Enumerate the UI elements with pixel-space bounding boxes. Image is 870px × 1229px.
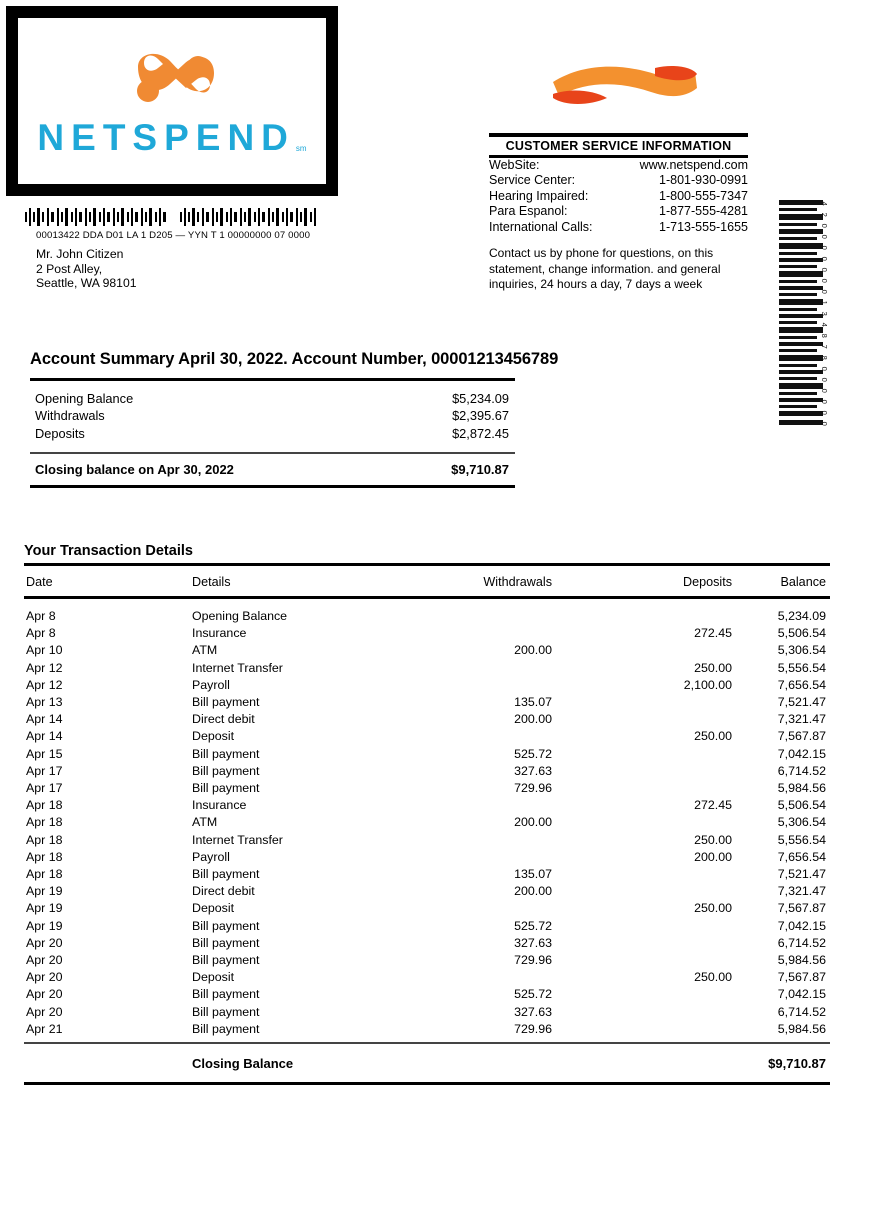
- barcode-digit: 2: [819, 212, 829, 217]
- cell-balance: 7,042.15: [777, 987, 826, 1002]
- cell-deposits: [552, 1004, 732, 1021]
- cell-date: Apr 18: [26, 849, 63, 864]
- cell-date: Apr 15: [26, 746, 63, 761]
- netspend-wordmark: [37, 116, 307, 158]
- cell-deposits: 272.45: [694, 798, 732, 813]
- cell-deposits: [552, 746, 732, 763]
- contact-label: Service Center:: [489, 173, 576, 188]
- closing-balance-label: Closing balance on Apr 30, 2022: [35, 461, 234, 477]
- cell-details: Insurance: [192, 798, 247, 813]
- address-line-1: 2 Post Alley,: [36, 261, 103, 276]
- table-row: [24, 728, 830, 745]
- table-row: [24, 866, 830, 883]
- table-row: [24, 677, 830, 694]
- cell-details: Deposit: [192, 970, 235, 985]
- table-row: [24, 935, 830, 952]
- barcode-digit: 8: [819, 355, 829, 361]
- cell-details: Direct debit: [192, 884, 255, 899]
- cell-details: Internet Transfer: [192, 660, 283, 675]
- mailing-code-line: 00013422 DDA D01 LA 1 D205 — YYN T 1 00000000 07 0000: [36, 230, 311, 241]
- table-row: [24, 986, 830, 1003]
- cell-withdrawals: 525.72: [514, 987, 552, 1002]
- cell-date: Apr 19: [26, 884, 63, 899]
- customer-service-title: CUSTOMER SERVICE INFORMATION: [505, 139, 732, 153]
- transaction-details-section: [24, 543, 830, 1085]
- cell-date: Apr 12: [26, 677, 63, 692]
- cell-balance: 5,234.09: [777, 609, 826, 623]
- cell-date: Apr 18: [26, 832, 63, 847]
- cell-details: Bill payment: [192, 746, 260, 761]
- cell-balance: 7,656.54: [777, 849, 826, 864]
- barcode-digit: 0: [819, 421, 829, 427]
- cell-deposits: 272.45: [694, 626, 732, 641]
- cell-date: Apr 17: [26, 763, 63, 778]
- cell-withdrawals: 729.96: [514, 1021, 552, 1036]
- closing-balance-row: [30, 454, 515, 485]
- footer-balance-value: $9,710.87: [768, 1055, 826, 1071]
- cell-details: Deposit: [192, 729, 235, 744]
- closing-balance-value: $9,710.87: [451, 461, 509, 477]
- cell-withdrawals: [392, 849, 552, 866]
- summary-value: $2,872.45: [452, 425, 509, 441]
- cell-withdrawals: [392, 677, 552, 694]
- cell-withdrawals: [392, 660, 552, 677]
- transaction-table-body: [24, 599, 830, 1042]
- contact-value: 1-713-555-1655: [659, 219, 748, 234]
- account-summary-title: Account Summary April 30, 2022. Account Number, 00001213456789: [30, 350, 559, 368]
- cell-date: Apr 18: [26, 798, 63, 813]
- cell-date: Apr 17: [26, 781, 63, 796]
- cell-details: Payroll: [192, 677, 230, 692]
- barcode-digit: 8: [819, 333, 829, 339]
- cell-withdrawals: 327.63: [514, 1004, 552, 1019]
- column-header-date: Date: [26, 575, 53, 589]
- cell-deposits: [552, 694, 732, 711]
- account-summary-section: [30, 350, 559, 488]
- cell-withdrawals: [392, 832, 552, 849]
- table-row: [24, 608, 830, 625]
- cell-deposits: [552, 1021, 732, 1038]
- cell-details: Bill payment: [192, 1004, 260, 1019]
- cell-date: Apr 20: [26, 1004, 63, 1019]
- contact-value: 1-877-555-4281: [659, 204, 748, 219]
- cell-balance: 7,321.47: [777, 884, 826, 899]
- summary-label: Opening Balance: [35, 391, 134, 406]
- table-row: [24, 918, 830, 935]
- barcode-digit: 0: [819, 223, 829, 228]
- cell-deposits: 250.00: [694, 970, 732, 985]
- cell-withdrawals: [392, 625, 552, 642]
- table-row: [24, 969, 830, 986]
- barcode-digit: 3: [819, 311, 829, 316]
- contact-label: International Calls:: [489, 219, 593, 234]
- cell-details: Bill payment: [192, 987, 260, 1002]
- table-row: [24, 763, 830, 780]
- table-row: [24, 814, 830, 831]
- table-row: [24, 883, 830, 900]
- customer-service-box: [489, 133, 748, 293]
- barcode-digit: 0: [819, 399, 829, 405]
- cell-date: Apr 18: [26, 815, 63, 830]
- barcode-digit: 0: [819, 377, 829, 383]
- cell-details: Bill payment: [192, 763, 260, 778]
- cell-withdrawals: [392, 608, 552, 625]
- cell-details: Deposit: [192, 901, 235, 916]
- column-header-details: Details: [192, 575, 231, 589]
- txn-divider-bottom: [24, 1082, 830, 1085]
- summary-label: Deposits: [35, 425, 85, 441]
- transaction-table-header: [24, 566, 830, 596]
- cell-details: Payroll: [192, 849, 230, 864]
- customer-service-rows: [489, 158, 748, 235]
- table-row: [24, 711, 830, 728]
- cell-date: Apr 21: [26, 1021, 63, 1036]
- cell-deposits: 250.00: [694, 729, 732, 744]
- cell-details: Direct debit: [192, 712, 255, 727]
- table-row: [24, 660, 830, 677]
- cell-deposits: 200.00: [694, 849, 732, 864]
- cell-date: Apr 14: [26, 729, 63, 744]
- cell-date: Apr 19: [26, 918, 63, 933]
- summary-row: [30, 390, 515, 407]
- contact-row: [489, 204, 748, 219]
- summary-divider-bottom: [30, 485, 515, 488]
- customer-service-note: Contact us by phone for questions, on this statement, change information. and general inquiries, 24 hours a day, 7 days a week: [489, 246, 721, 292]
- table-row: [24, 832, 830, 849]
- cell-withdrawals: [392, 728, 552, 745]
- cell-balance: 7,567.87: [777, 729, 826, 744]
- column-header-deposits: Deposits: [683, 575, 732, 589]
- cell-balance: 7,521.47: [777, 695, 826, 710]
- table-row: [24, 797, 830, 814]
- netspend-ribbon-icon: [545, 58, 705, 116]
- contact-row: [489, 173, 748, 188]
- brand-logo-block: [6, 6, 338, 196]
- cell-date: Apr 14: [26, 712, 63, 727]
- summary-value: $5,234.09: [452, 391, 509, 406]
- cell-deposits: [552, 814, 732, 831]
- cell-withdrawals: 200.00: [514, 884, 552, 899]
- contact-label: Para Espanol:: [489, 204, 568, 219]
- cell-balance: 7,567.87: [777, 901, 826, 916]
- cell-details: Opening Balance: [192, 609, 288, 623]
- cell-balance: 7,042.15: [777, 918, 826, 933]
- transaction-details-title: Your Transaction Details: [24, 543, 193, 559]
- column-header-withdrawals: Withdrawals: [483, 575, 552, 589]
- cell-balance: 7,521.47: [777, 867, 826, 882]
- cell-deposits: [552, 608, 732, 625]
- barcode-digit: 4: [819, 201, 829, 206]
- table-row: [24, 780, 830, 797]
- barcode-digit: 0: [819, 256, 829, 261]
- table-row: [24, 1004, 830, 1021]
- footer-spacer: [24, 1056, 192, 1071]
- barcode-digit: 0: [819, 410, 829, 416]
- table-row: [24, 625, 830, 642]
- barcode-digit: 0: [819, 245, 829, 250]
- cell-balance: 6,714.52: [777, 1004, 826, 1019]
- barcode-digit: 0: [819, 267, 829, 272]
- cell-deposits: [552, 883, 732, 900]
- cell-balance: 7,042.15: [777, 746, 826, 761]
- cell-deposits: [552, 780, 732, 797]
- footer-deposits: [552, 1056, 732, 1071]
- table-row: [24, 900, 830, 917]
- cell-deposits: [552, 952, 732, 969]
- barcode-digit: 0: [819, 234, 829, 239]
- contact-value: 1-800-555-7347: [659, 188, 748, 203]
- cell-details: Bill payment: [192, 1021, 260, 1036]
- table-row: [24, 746, 830, 763]
- cell-details: Bill payment: [192, 695, 260, 710]
- cell-deposits: 250.00: [694, 901, 732, 916]
- cell-deposits: [552, 642, 732, 659]
- cell-deposits: 250.00: [694, 660, 732, 675]
- cell-date: Apr 8: [26, 609, 56, 623]
- contact-value: 1-801-930-0991: [659, 173, 748, 188]
- barcode-digit: 0: [819, 366, 829, 372]
- cell-withdrawals: 135.07: [514, 695, 552, 710]
- cell-deposits: 2,100.00: [683, 677, 732, 692]
- recipient-name: Mr. John Citizen: [36, 247, 124, 261]
- cell-balance: 6,714.52: [777, 935, 826, 950]
- barcode-digit: 7: [819, 344, 829, 350]
- cell-date: Apr 20: [26, 935, 63, 950]
- barcode-digit: 4: [819, 322, 829, 328]
- barcode-digit: 1: [819, 300, 829, 305]
- cell-withdrawals: 327.63: [514, 935, 552, 950]
- cell-date: Apr 20: [26, 970, 63, 985]
- footer-withdrawals: [392, 1056, 552, 1071]
- summary-row: [30, 407, 515, 424]
- cell-details: Bill payment: [192, 918, 260, 933]
- footer-label: Closing Balance: [192, 1055, 294, 1071]
- cell-date: Apr 12: [26, 660, 63, 675]
- summary-value: $2,395.67: [452, 408, 509, 424]
- summary-label: Withdrawals: [35, 408, 105, 424]
- cell-balance: 5,506.54: [777, 626, 826, 641]
- cell-balance: 5,506.54: [777, 798, 826, 813]
- mailing-barcode: [25, 208, 320, 226]
- address-line-2: Seattle, WA 98101: [36, 276, 137, 291]
- column-header-balance: Balance: [780, 575, 826, 589]
- cell-withdrawals: 200.00: [514, 815, 552, 830]
- cell-withdrawals: 200.00: [514, 643, 552, 658]
- table-row: [24, 642, 830, 659]
- summary-rows: [30, 381, 515, 452]
- contact-label: Hearing Impaired:: [489, 188, 589, 203]
- cell-details: Bill payment: [192, 953, 260, 968]
- barcode-digit: 0: [819, 388, 829, 394]
- barcode-digit: 0: [819, 289, 829, 294]
- cell-withdrawals: 729.96: [514, 953, 552, 968]
- cell-deposits: 250.00: [694, 832, 732, 847]
- cell-withdrawals: 135.07: [514, 867, 552, 882]
- cell-balance: 7,656.54: [777, 677, 826, 692]
- table-row: [24, 849, 830, 866]
- cell-balance: 5,556.54: [777, 832, 826, 847]
- cell-deposits: [552, 711, 732, 728]
- contact-row: [489, 189, 748, 204]
- cell-deposits: [552, 866, 732, 883]
- cell-deposits: [552, 986, 732, 1003]
- cell-date: Apr 10: [26, 643, 63, 658]
- cell-balance: 5,984.56: [777, 953, 826, 968]
- cell-details: Insurance: [192, 626, 247, 641]
- cell-date: Apr 20: [26, 987, 63, 1002]
- summary-row: [30, 425, 515, 442]
- wordmark-text: NETSPEND: [37, 116, 295, 158]
- cell-details: Internet Transfer: [192, 832, 283, 847]
- recipient-address: [36, 247, 137, 291]
- cell-balance: 7,567.87: [777, 970, 826, 985]
- cell-balance: 6,714.52: [777, 763, 826, 778]
- transaction-closing-balance-row: [24, 1044, 830, 1082]
- cell-date: Apr 18: [26, 867, 63, 882]
- contact-row: [489, 158, 748, 173]
- cell-withdrawals: 525.72: [514, 918, 552, 933]
- cell-withdrawals: 200.00: [514, 712, 552, 727]
- vertical-barcode-digits: [816, 200, 832, 428]
- table-row: [24, 1021, 830, 1038]
- service-mark: sm: [295, 143, 307, 153]
- netspend-infinity-icon: [128, 47, 216, 113]
- barcode-digit: 0: [819, 278, 829, 283]
- cell-date: Apr 13: [26, 695, 63, 710]
- cell-date: Apr 19: [26, 901, 63, 916]
- cell-balance: 5,556.54: [777, 660, 826, 675]
- cell-deposits: [552, 763, 732, 780]
- cell-balance: 5,984.56: [777, 781, 826, 796]
- cell-withdrawals: 729.96: [514, 781, 552, 796]
- cell-withdrawals: [392, 797, 552, 814]
- cell-details: Bill payment: [192, 781, 260, 796]
- cell-withdrawals: [392, 900, 552, 917]
- cell-balance: 5,984.56: [777, 1021, 826, 1036]
- cell-details: ATM: [192, 815, 218, 830]
- cell-date: Apr 20: [26, 953, 63, 968]
- contact-row: [489, 220, 748, 235]
- table-row: [24, 694, 830, 711]
- cell-deposits: [552, 918, 732, 935]
- cell-details: Bill payment: [192, 867, 260, 882]
- contact-label: WebSite:: [489, 158, 540, 172]
- cell-details: Bill payment: [192, 935, 260, 950]
- cell-balance: 7,321.47: [777, 712, 826, 727]
- cell-date: Apr 8: [26, 626, 56, 641]
- cell-withdrawals: [392, 969, 552, 986]
- cell-withdrawals: 525.72: [514, 746, 552, 761]
- cell-balance: 5,306.54: [777, 815, 826, 830]
- table-row: [24, 952, 830, 969]
- cell-balance: 5,306.54: [777, 643, 826, 658]
- cell-withdrawals: 327.63: [514, 763, 552, 778]
- cell-deposits: [552, 935, 732, 952]
- contact-value: www.netspend.com: [639, 158, 748, 172]
- cell-details: ATM: [192, 643, 218, 658]
